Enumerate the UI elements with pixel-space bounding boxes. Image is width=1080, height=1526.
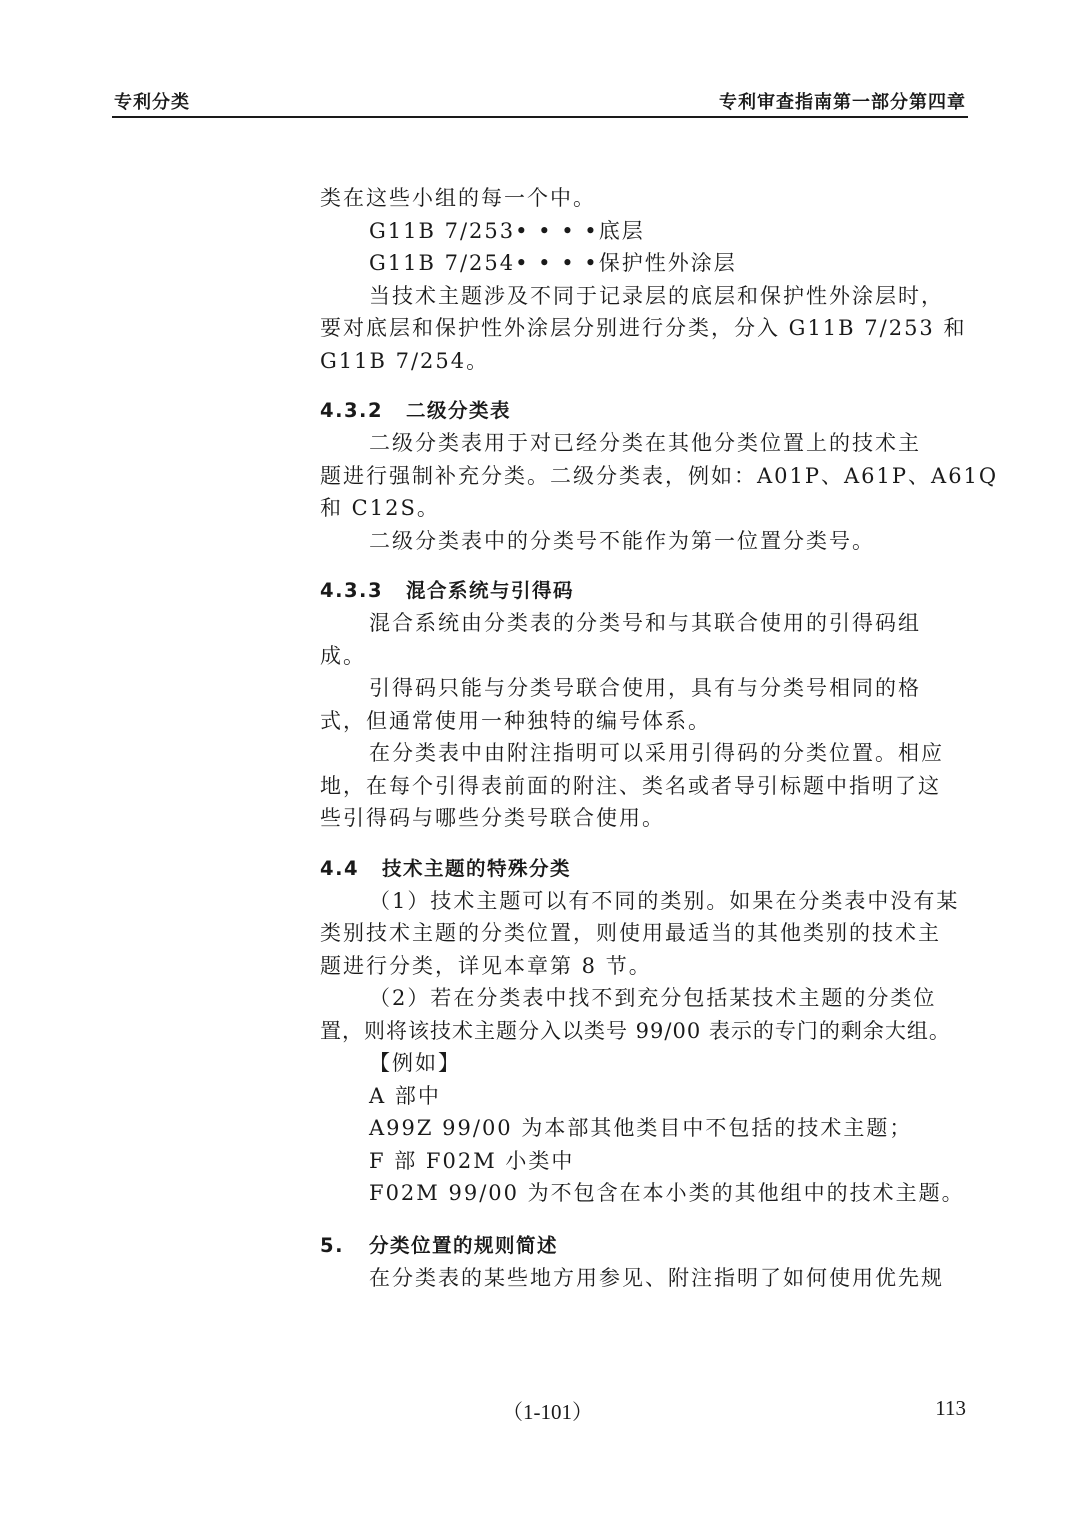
header-chapter-title: 专利审查指南第一部分第四章 [719,92,966,113]
page-footer [0,1396,1080,1426]
body-line: 题进行强制补充分类。二级分类表，例如：A01P、A61P、A61Q [320,463,999,488]
code-line: G11B 7/253• • • •底层 [369,218,645,243]
body-line: 置，则将该技术主题分入以类号 99/00 表示的专门的剩余大组。 [320,1018,951,1043]
body-line: 引得码只能与分类号联合使用，具有与分类号相同的格 [369,676,921,700]
example-line: F 部 F02M 小类中 [369,1148,575,1173]
running-header [112,88,968,118]
footer-page-code: （1-101） [502,1400,593,1424]
body-line: （1）技术主题可以有不同的类别。如果在分类表中没有某 [369,888,960,913]
page-body [320,182,999,1294]
example-label: 【例如】 [369,1051,461,1075]
section-title: 二级分类表 [406,399,512,422]
body-line: 二级分类表中的分类号不能作为第一位置分类号。 [369,528,875,553]
body-line: 当技术主题涉及不同于记录层的底层和保护性外涂层时， [369,283,944,308]
body-line: 些引得码与哪些分类号联合使用。 [320,806,665,830]
body-line: 成。 [320,643,366,668]
section-title: 分类位置的规则简述 [369,1233,559,1257]
body-line: G11B 7/254。 [320,348,490,373]
body-line: 地，在每个引得表前面的附注、类名或者导引标题中指明了这 [320,773,941,798]
section-heading-4-4 [320,853,970,885]
section-number: 4.3.3 [320,579,384,602]
section-title: 技术主题的特殊分类 [382,856,572,880]
code-line: G11B 7/254• • • •保护性外涂层 [369,251,737,275]
example-line: F02M 99/00 为不包含在本小类的其他组中的技术主题。 [369,1181,965,1205]
section-heading-4-3-3 [320,575,970,607]
header-section-title: 专利分类 [114,92,190,113]
body-line: 类别技术主题的分类位置，则使用最适当的其他类别的技术主 [320,921,941,945]
section-number: 5. [320,1233,344,1257]
body-line: 题进行分类，详见本章第 8 节。 [320,953,652,978]
body-line: 在分类表的某些地方用参见、附注指明了如何使用优先规 [369,1265,944,1290]
body-line: 类在这些小组的每一个中。 [320,186,596,210]
example-line: A 部中 [369,1083,441,1108]
body-line: 要对底层和保护性外涂层分别进行分类，分入 G11B 7/253 和 [320,316,967,340]
section-number: 4.4 [320,856,360,880]
body-line: 混合系统由分类表的分类号和与其联合使用的引得码组 [369,611,921,635]
body-line: 式，但通常使用一种独特的编号体系。 [320,708,711,733]
example-line: A99Z 99/00 为本部其他类目中不包括的技术主题； [369,1116,913,1140]
section-heading-5 [320,1230,970,1262]
body-line: 和 C12S。 [320,496,440,520]
page-number: 113 [935,1396,966,1420]
section-heading-4-3-2 [320,395,970,427]
section-number: 4.3.2 [320,399,384,422]
body-line: 在分类表中由附注指明可以采用引得码的分类位置。相应 [369,741,944,765]
section-title: 混合系统与引得码 [406,579,575,602]
body-line: （2）若在分类表中找不到充分包括某技术主题的分类位 [369,986,937,1010]
body-line: 二级分类表用于对已经分类在其他分类位置上的技术主 [369,431,921,455]
